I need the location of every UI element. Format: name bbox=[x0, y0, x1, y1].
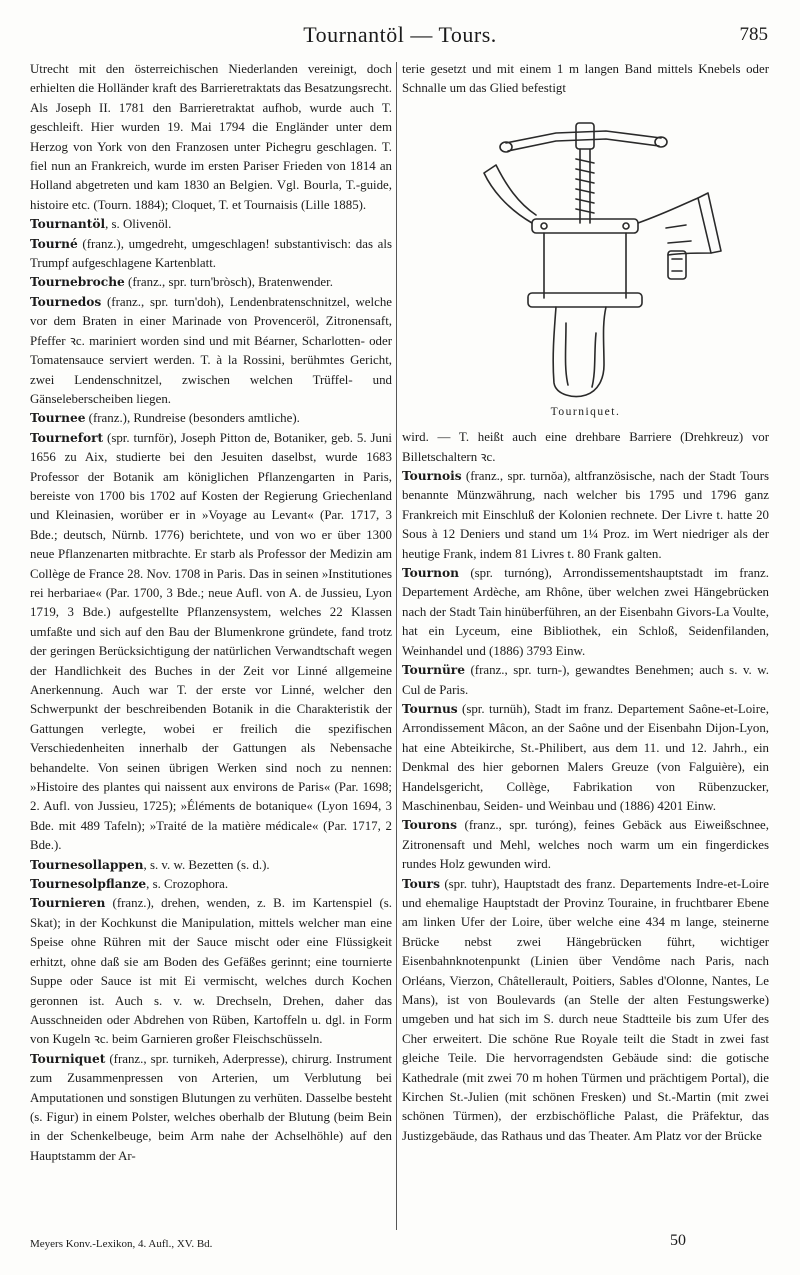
entry-headword: Tourniquet bbox=[30, 1051, 106, 1066]
footer-publication: Meyers Konv.-Lexikon, 4. Aufl., XV. Bd. bbox=[30, 1238, 213, 1250]
entry-tours: Tours (spr. tuhr), Hauptstadt des franz. Departements Indre-et-Loire und ehemalige Hauptstadt der Provinz Touraine, in fruchtbarer Ebene am linken Ufer der Loire, über welche eine 434 m lange, steinerne Brücke nebst zwei Hängebrücken führt, wichtiger Eisenbahnknotenpunkt (Linien über Vendôme nach Paris, nach Orléans, Vierzon, Châtellerault, Poitiers, Sables d'Olonne, Nantes, Le Mans), ist von Boulevards (an Stelle der alten Festungswerke) umgeben und hat sich im S. durch neue Stadtteile bis zum Ufer des Cher erweitert. Die schöne Rue Royale teilt die Stadt in zwei fast gleiche Teile. Die hervorragendsten Gebäude sind: die gotische Kathedrale (mit zwei 70 m hohen Türmen und prächtigem Portal), die Kirchen St.-Julien (mit schönen Fresken) und St.-Martin (mit zwei schönen Türmen), der erzbischöfliche Palast, die Präfektur, das Justizgebäude, das Rathaus und das Theater. Am Platz vor der Brücke bbox=[402, 876, 769, 1143]
entry-tournantoel: Tournantöl, s. Olivenöl. bbox=[30, 217, 172, 232]
entry-tournefort: Tournefort (spr. turnför), Joseph Pitton de, Botaniker, geb. 5. Juni 1656 zu Aix, studierte bei den Jesuiten daselbst, wurde 1683 Professor der Botanik am königlichen Pflanzengarten in Paris, bereiste von 1700 bis 1702 auf Kosten der Regierung Griechenland und Kleinasien, worüber er in »Voyage au Levant« (Par. 1717, 3 Bde.; deutsch, Nürnb. 1776) berichtete, und von wo er über 1300 neue Pflanzenarten mitbrachte. Er starb als Professor der Medizin am Collège de France 28. Nov. 1708 in Paris. Das in seinen »Institutiones rei herbariae« (Par. 1700, 3 Bde.; neue Aufl. von A. de Jussieu, Lyon 1719, 3 Bde.) aufgestellte Pflanzensystem, welches 22 Klassen umfaßte und sich auf den Bau der Blumenkrone gründete, fand trotz der geringen Berücksichtigung der natürlichen Verwandtschaft wegen der Handlichkeit des Buches in der Zeit vor Linné allgemeine Anerkennung. Auch war T. der erste vor Linné, welcher den Schwerpunkt der beschreibenden Botanik in die Charakteristik der Gattungen verlegte, wobei er freilich die spezifischen Verschiedenheiten innerhalb der Gattungen als Nebensache behandelte. Von seinen übrigen Werken sind noch zu nennen: »Histoire des plantes qui naissent aux environs de Paris« (Par. 1698; 2. Aufl. von Jussieu, 1725); »Éléments de botanique« (Lyon 1694, 3 Bde. mit 489 Tafeln); »Traité de la matière médicale« (Par. 1717, 2 Bde.). bbox=[30, 430, 392, 853]
entry-tourons: Tourons (franz., spr. turóng), feines Gebäck aus Eiweißschnee, Zitronensaft und Mehl, welches noch warm um ein fingerdickes rundes Holz gewunden wird. bbox=[402, 818, 769, 872]
entry-headword: Tournus bbox=[402, 701, 458, 716]
footer-signature: 50 bbox=[670, 1232, 686, 1249]
figure-caption: Tourniquet. bbox=[550, 405, 621, 418]
entry-headword: Tournon bbox=[402, 566, 459, 581]
entry-tournois: Tournois (franz., spr. turnŏa), altfranzösische, nach der Stadt Tours benannte Münzwährung, nach welcher bis 1795 und 1796 ganz Frankreich mit Einschluß der Kolonien rechnete. Der Livre t. hatte 20 Sous à 12 Deniers und stand um 1¼ Proz. im Wert niedriger als der heutige Frank, indem 81 Livres t. 80 Frank galten. bbox=[402, 469, 769, 561]
entry-headword: Tours bbox=[402, 876, 440, 891]
entry-headword: Tournee bbox=[30, 411, 86, 426]
entry-tournebroche: Tournebroche (franz., spr. turn'bròsch), Bratenwender. bbox=[30, 275, 333, 290]
entry-tournee: Tournee (franz.), Rundreise (besonders amtliche). bbox=[30, 411, 300, 426]
entry-tournuere: Tournüre (franz., spr. turn-), gewandtes Benehmen; auch s. v. w. Cul de Paris. bbox=[402, 663, 769, 697]
entry-headword: Tournedos bbox=[30, 294, 102, 309]
entry-headword: Tournefort bbox=[30, 430, 104, 445]
entry-headword: Tournieren bbox=[30, 896, 106, 911]
entry-headword: Tournantöl bbox=[30, 217, 106, 232]
entry-headword: Tournesollappen bbox=[30, 857, 144, 872]
entry-tournedos: Tournedos (franz., spr. turn'doh), Lendenbratenschnitzel, welche vor dem Braten in einer Marinade von Provenceröl, Zitronensaft, Pfeffer ꝛc. mariniert worden sind und mit Béarner, Scharlotten- oder Tomatensauce serviert werden. T. à la Rossini, berühmtes Gericht, zwei Lendenschnitzel, zwischen welchen Trüffel- und Gänseleberscheiben liegen. bbox=[30, 294, 392, 406]
right-column bbox=[402, 60, 769, 1225]
entry-continuation: Utrecht mit den österreichischen Niederlanden vereinigt, doch erhielten die Holländer kraft des Barrieretraktats das Besatzungsrecht. Als Joseph II. 1781 den Barrieretraktat aufhob, wurde auch T. geschleift. Hier wurden 19. Mai 1794 die Engländer unter dem Herzog von York von den Franzosen unter Pichegru geschlagen. T. fiel nun an Frankreich, wurde im ersten Pariser Frieden von 1814 an Holland abgetreten und kam 1830 an Belgien. Vgl. Bourla, T.-guide, histoire etc. (Tourn. 1884); Cloquet, T. et Tournaisis (Lille 1885). bbox=[30, 62, 392, 212]
entry-headword: Tournüre bbox=[402, 663, 465, 678]
page-title: Tournantöl — Tours. bbox=[303, 22, 497, 47]
tourniquet-figure bbox=[402, 103, 769, 422]
entry-tournus: Tournus (spr. turnüh), Stadt im franz. Departement Saône-et-Loire, Arrondissement Mâcon, an der Saône und der Eisenbahn Dijon-Lyon, hat eine Abteikirche, St.-Philibert, aus dem 11. und 12. Jahrh., ein Denkmal des hier gebornen Malers Greuze (von Falguière), ein Handelsgericht, Collège, Fabrikation von Rübenzucker, Maschinenbau, Seiden- und Weinbau und (1886) 4201 Einw. bbox=[402, 701, 769, 813]
entry-headword: Tournois bbox=[402, 469, 462, 484]
entry-tourniquet: Tourniquet (franz., spr. turnikeh, Aderpresse), chirurg. Instrument zum Zusammenpressen von Arterien, um Verblutung bei Amputationen und sonstigen Blutungen zu verhüten. Dasselbe besteht (s. Figur) in einem Polster, welches oberhalb der Blutung (beim Bein in der Schenkelbeuge, beim Arm nahe der Achselhöhle) auf den Hauptstamm der Ar- bbox=[30, 1051, 392, 1163]
entry-tournieren: Tournieren (franz.), drehen, wenden, z. B. im Kartenspiel (s. Skat); in der Kochkunst die Manipulation, mittels welcher man eine Speise ohne Rühren mit der Sauce mischt oder eine Flüssigkeit erhitzt, ohne daß sie am Boden des Gefäßes gerinnt; eine tournierte Suppe oder Sauce ist mit Ei vermischt, welches durch Kochen geronnen ist. Auch s. v. w. Drechseln, Drehen, daher das Ausschneiden oder Abdrehen von Rüben, Kartoffeln u. dgl. in Form von Kugeln ꝛc. beim Garnieren großer Fleischschüsseln. bbox=[30, 896, 392, 1047]
column-divider bbox=[396, 62, 397, 1230]
entry-headword: Tourons bbox=[402, 818, 457, 833]
tourniquet-illustration bbox=[436, 103, 736, 403]
page-footer bbox=[30, 1232, 770, 1258]
entry-continuation: wird. — T. heißt auch eine drehbare Barriere (Drehkreuz) vor Billetschaltern ꝛc. bbox=[402, 430, 769, 464]
entry-tourne: Tourné (franz.), umgedreht, umgeschlagen! substantivisch: das als Trumpf aufgeschlagene Kartenblatt. bbox=[30, 236, 392, 271]
page-number: 785 bbox=[739, 24, 768, 45]
entry-tournesollappen: Tournesollappen, s. v. w. Bezetten (s. d.). bbox=[30, 857, 270, 872]
entry-headword: Tournebroche bbox=[30, 275, 125, 290]
entry-headword: Tournesolpflanze bbox=[30, 877, 147, 892]
page-header bbox=[30, 20, 770, 52]
entry-continuation: terie gesetzt und mit einem 1 m langen Band mittels Knebels oder Schnalle um das Glied befestigt bbox=[402, 62, 769, 96]
left-column bbox=[30, 60, 392, 1232]
entry-headword: Tourné bbox=[30, 236, 78, 251]
entry-tournon: Tournon (spr. turnóng), Arrondissementshauptstadt im franz. Departement Ardèche, am Rhône, über welchen zwei Hängebrücken nach der Stadt Tain hinüberführen, an der Eisenbahn Givors-La Voulte, hat ein Lyceum, eine Bibliothek, ein Schloß, Seidenfilanden, Weinhandel und (1886) 3793 Einw. bbox=[402, 566, 769, 658]
entry-tournesolpflanze: Tournesolpflanze, s. Crozophora. bbox=[30, 877, 229, 892]
